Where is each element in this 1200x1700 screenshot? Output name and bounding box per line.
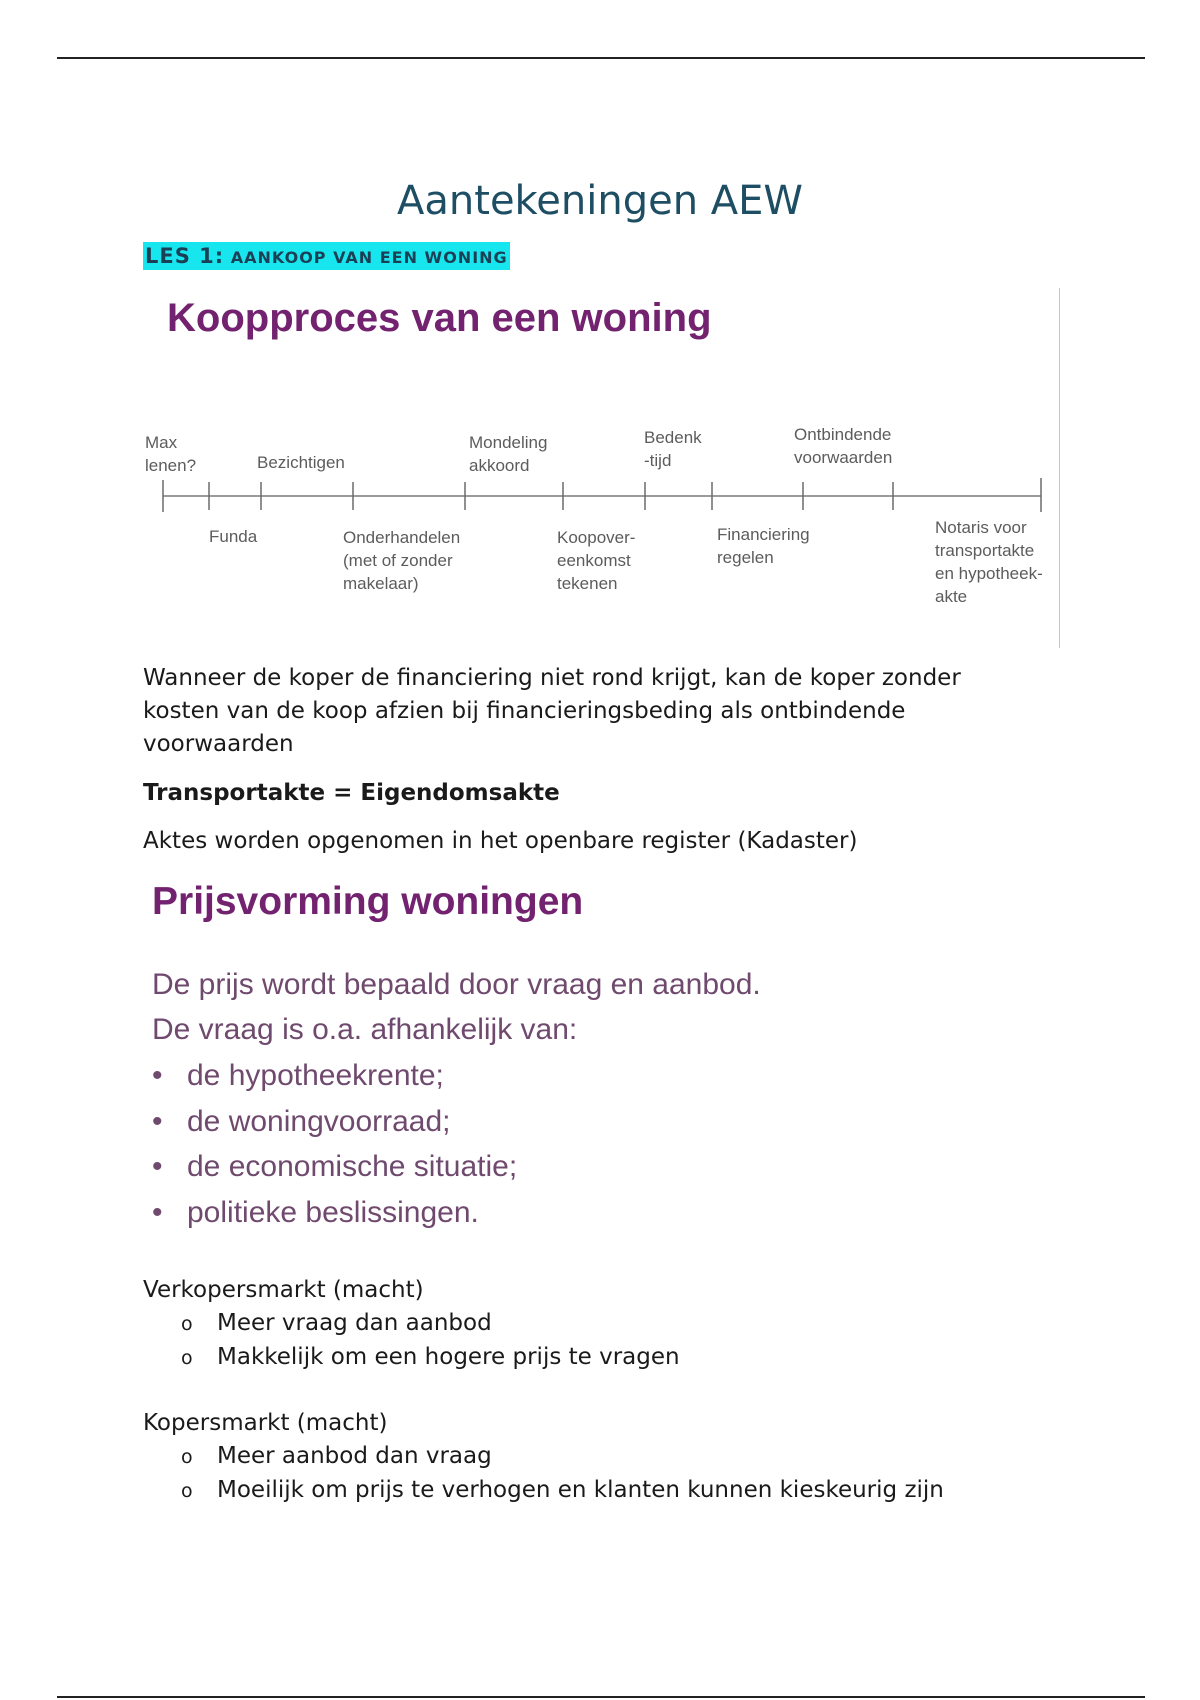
section-rest: AANKOOP VAN EEN WONING [230, 248, 508, 267]
list-item [181, 1477, 944, 1503]
slide-bullet: • politieke beslissingen. [152, 1196, 479, 1229]
slide-bullet-text: politieke beslissingen. [187, 1196, 479, 1229]
slide-bullet-text: de woningvoorraad; [187, 1105, 451, 1138]
timeline-label-funda: Funda [209, 527, 258, 546]
paragraph-financiering: Wanneer de koper de financiering niet rond krijgt, kan de koper zonder kosten van de koop afzien bij financieringsbeding als ontbindende voorwaarden [143, 665, 961, 757]
timeline-label-bedenktijd: Bedenk -tijd [644, 428, 702, 470]
paragraph-aktes: Aktes worden opgenomen in het openbare register (Kadaster) [143, 828, 858, 854]
timeline-label-mondeling-akkoord: Mondeling akkoord [469, 433, 548, 475]
slide-bullet-text: de economische situatie; [187, 1150, 518, 1183]
slide-line: De vraag is o.a. afhankelijk van: [152, 1013, 578, 1046]
list-marker: o [181, 1446, 193, 1468]
timeline-label-bezichtigen: Bezichtigen [257, 453, 345, 472]
section-heading [143, 242, 510, 270]
top-rule [57, 57, 1145, 59]
prijsvorming-slide [143, 870, 1043, 1240]
list-heading-verkopersmarkt: Verkopersmarkt (macht) [143, 1277, 424, 1303]
list-item [181, 1443, 492, 1469]
timeline-label-financiering: Financiering regelen [717, 525, 810, 567]
list-marker: o [181, 1347, 193, 1369]
list-marker: o [181, 1313, 193, 1335]
bottom-rule [57, 1696, 1145, 1698]
timeline-label-onderhandelen: Onderhandelen (met of zonder makelaar) [343, 528, 461, 593]
slide-title: Koopproces van een woning [167, 296, 712, 340]
slide-bullet: • de economische situatie; [152, 1150, 518, 1183]
list-item [181, 1310, 492, 1336]
timeline-label-koopovereenkomst: Koopover- eenkomst tekenen [557, 528, 636, 593]
list-item-text: Meer aanbod dan vraag [217, 1443, 492, 1469]
list-marker: o [181, 1480, 193, 1502]
list-item-text: Meer vraag dan aanbod [217, 1310, 492, 1336]
slide-bullet: • de woningvoorraad; [152, 1105, 451, 1138]
section-prefix: LES 1: [145, 244, 225, 268]
slide-bullet: • de hypotheekrente; [152, 1059, 444, 1092]
slide-line: De prijs wordt bepaald door vraag en aanbod. [152, 968, 761, 1001]
document-title: Aantekeningen AEW [397, 178, 803, 224]
paragraph-transportakte: Transportakte = Eigendomsakte [143, 780, 560, 806]
list-item-text: Moeilijk om prijs te verhogen en klanten kunnen kieskeurig zijn [217, 1477, 944, 1503]
list-item-text: Makkelijk om een hogere prijs te vragen [217, 1344, 680, 1370]
timeline-label-ontbindende-voorwaarden: Ontbindende voorwaarden [794, 425, 893, 467]
timeline-label-notaris: Notaris voor transportakte en hypotheek- akte [935, 518, 1043, 606]
slide-bullet-text: de hypotheekrente; [187, 1059, 444, 1092]
list-item [181, 1344, 680, 1370]
slide-title: Prijsvorming woningen [152, 880, 584, 923]
list-heading-kopersmarkt: Kopersmarkt (macht) [143, 1410, 388, 1436]
koopproces-slide [143, 288, 1060, 648]
timeline-label-max-lenen: Max lenen? [145, 433, 197, 475]
